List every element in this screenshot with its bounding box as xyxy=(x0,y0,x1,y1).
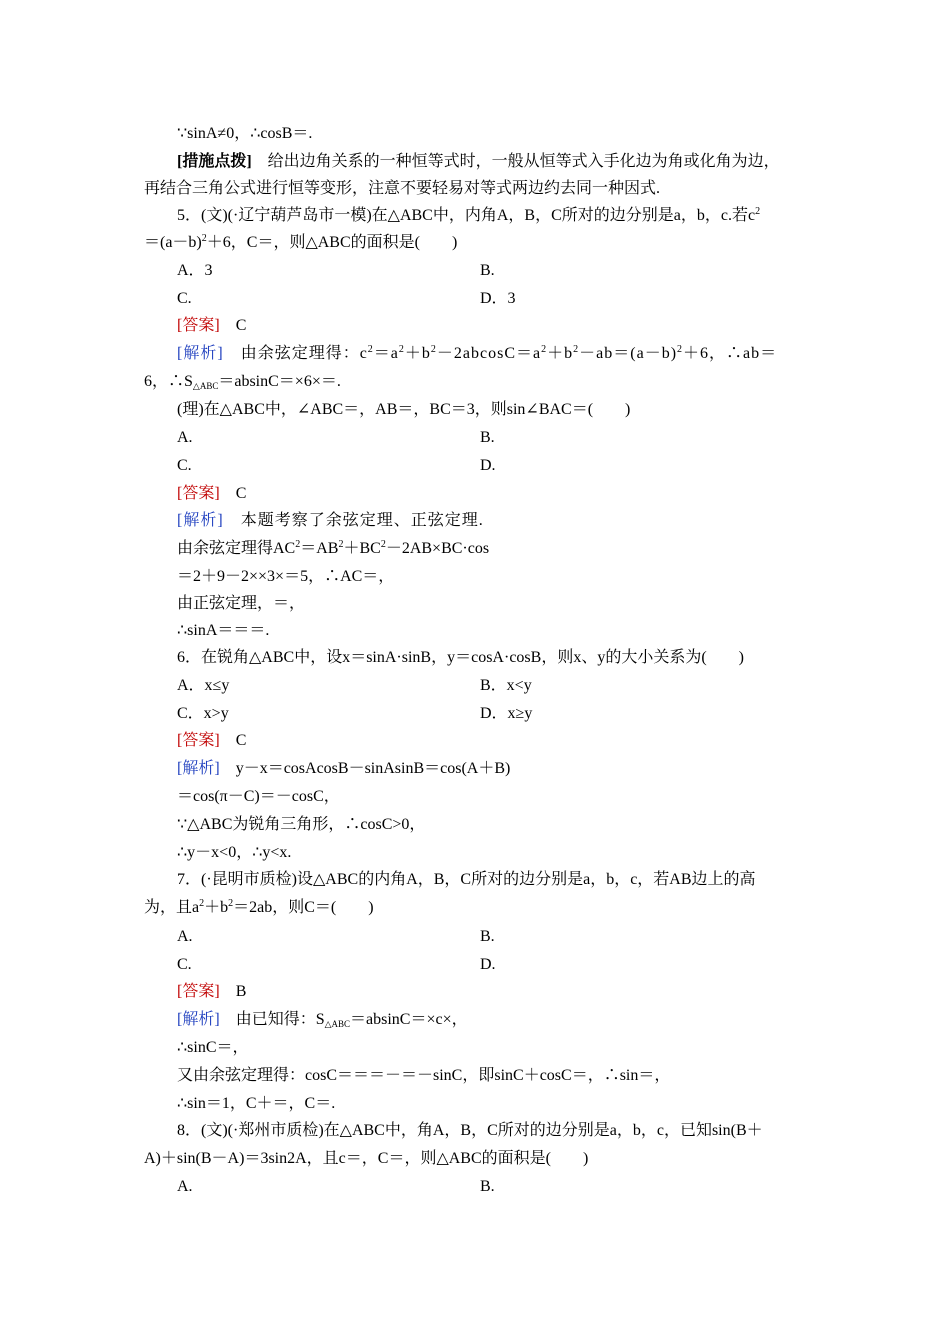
option-b: B. xyxy=(480,262,495,279)
question-6: 6．在锐角△ABC中，设x＝sinA·sinB，y＝cosA·cosB，则x、y的大小关系为( ) xyxy=(177,649,744,666)
option-a: A. xyxy=(177,928,193,945)
text-span: ＋BC xyxy=(343,540,381,557)
text-span: 本题考察了余弦定理、正弦定理. xyxy=(240,512,484,529)
text-line: 又由余弦定理得：cosC＝＝＝－＝－sinC，即sinC＋cosC＝，∴sin＝， xyxy=(177,1067,671,1084)
answer-tag: [答案] xyxy=(177,732,220,749)
answer-line xyxy=(177,982,246,1002)
text-line xyxy=(177,539,489,559)
text-span: ＝2ab，则C＝( ) xyxy=(233,899,374,916)
text-span: ＝a xyxy=(373,345,399,362)
text-line: ＝cos(π－C)＝－cosC， xyxy=(177,788,340,805)
superscript: 2 xyxy=(677,344,684,355)
option-d: D. xyxy=(480,457,496,474)
option-d: D. xyxy=(480,956,496,973)
option-a: A．3 xyxy=(177,262,213,279)
question-5-li: (理)在△ABC中，∠ABC＝，AB＝，BC＝3，则sin∠BAC＝( ) xyxy=(177,401,631,418)
text-line: 再结合三角公式进行恒等变形，注意不要轻易对等式两边约去同一种因式. xyxy=(144,180,661,197)
option-c: C. xyxy=(177,956,192,973)
analysis-tag: [解析] xyxy=(177,512,224,529)
answer-value: B xyxy=(235,983,247,1000)
text-span: ＋b xyxy=(204,899,229,916)
option-c: C. xyxy=(177,290,192,307)
text-span: 5．(文)(·辽宁葫芦岛市一模)在△ABC中，内角A，B，C所对的边分别是a，b，c.若c xyxy=(177,207,756,224)
text-line: A)＋sin(B－A)＝3sin2A，且c＝，C＝，则△ABC的面积是( ) xyxy=(144,1150,589,1167)
text-span: ＝absinC＝×6×＝. xyxy=(218,373,341,390)
superscript: 2 xyxy=(201,233,207,244)
option-c: C．x>y xyxy=(177,705,229,722)
text-line: ∴y－x<0，∴y<x. xyxy=(177,844,292,861)
superscript: 2 xyxy=(573,344,580,355)
text-span: －2abcosC＝a xyxy=(436,345,542,362)
analysis-tag: [解析] xyxy=(177,1011,220,1028)
text-line: 由正弦定理，＝， xyxy=(177,595,306,612)
superscript: 2 xyxy=(541,344,548,355)
superscript: 2 xyxy=(199,898,205,909)
analysis-line xyxy=(177,759,510,779)
option-b: B．x<y xyxy=(480,677,532,694)
answer-line xyxy=(177,316,246,336)
text-span: －2AB×BC·cos xyxy=(385,540,490,557)
answer-line xyxy=(177,484,246,504)
answer-value: C xyxy=(235,317,247,334)
superscript: 2 xyxy=(295,539,301,550)
answer-line xyxy=(177,731,246,751)
option-a: A. xyxy=(177,1178,193,1195)
analysis-line xyxy=(177,344,777,364)
text-span: y－x＝cosAcosB－sinAsinB＝cos(A＋B) xyxy=(235,760,511,777)
text-span: －ab＝(a－b) xyxy=(579,345,678,362)
question-8: 8．(文)(·郑州市质检)在△ABC中，角A，B，C所对的边分别是a，b，c，已知sin(B＋ xyxy=(177,1122,763,1139)
text-line: ∴sin＝1，C＋＝，C＝. xyxy=(177,1095,336,1112)
text-line: ∴sinA＝＝＝. xyxy=(177,622,270,639)
option-b: B. xyxy=(480,928,495,945)
superscript: 2 xyxy=(755,206,761,217)
option-c: C. xyxy=(177,457,192,474)
analysis-line xyxy=(177,511,484,531)
text-span: ＋b xyxy=(547,345,574,362)
subscript: △ABC xyxy=(324,1019,351,1029)
option-b: B. xyxy=(480,1178,495,1195)
analysis-tag: [解析] xyxy=(177,760,220,777)
answer-tag: [答案] xyxy=(177,485,220,502)
superscript: 2 xyxy=(367,344,374,355)
text-line xyxy=(144,372,341,392)
superscript: 2 xyxy=(430,344,437,355)
question-7: 7．(·昆明市质检)设△ABC的内角A，B，C所对的边分别是a，b，c，若AB边上的高 xyxy=(177,871,756,888)
answer-tag: [答案] xyxy=(177,317,220,334)
text-span: ＝absinC＝×c×， xyxy=(350,1011,468,1028)
text-line xyxy=(144,898,374,918)
text-line xyxy=(177,152,780,172)
text-span: 为，且a xyxy=(144,899,200,916)
text-line: ＝2＋9－2××3×＝5，∴AC＝， xyxy=(177,568,395,585)
subscript: △ABC xyxy=(192,381,219,391)
text-line: ∵△ABC为锐角三角形，∴cosC>0， xyxy=(177,816,426,833)
answer-value: C xyxy=(235,485,247,502)
text-span: 6，∴S xyxy=(144,373,193,390)
question-5 xyxy=(177,206,760,226)
text-span: ＋b xyxy=(404,345,431,362)
option-a: A．x≤y xyxy=(177,677,230,694)
text-span: 给出边角关系的一种恒等式时，一般从恒等式入手化边为角或化角为边， xyxy=(251,153,780,170)
text-span: 由余弦定理得：c xyxy=(240,345,368,362)
option-d: D．x≥y xyxy=(480,705,533,722)
text-span: 由余弦定理得AC xyxy=(177,540,296,557)
analysis-tag: [解析] xyxy=(177,345,224,362)
superscript: 2 xyxy=(398,344,405,355)
tip-tag: [措施点拨] xyxy=(177,153,252,170)
text-line: ∵sinA≠0，∴cosB＝. xyxy=(177,125,313,142)
text-line: ∴sinC＝， xyxy=(177,1039,249,1056)
text-span: ＋6，∴ab＝ xyxy=(683,345,778,362)
text-span: 由已知得：S xyxy=(235,1011,325,1028)
option-a: A. xyxy=(177,429,193,446)
superscript: 2 xyxy=(228,898,234,909)
superscript: 2 xyxy=(380,539,386,550)
text-line xyxy=(144,233,457,253)
text-span: ＝(a－b) xyxy=(144,234,202,251)
answer-tag: [答案] xyxy=(177,983,220,1000)
text-span: ＋6，C＝，则△ABC的面积是( ) xyxy=(206,234,458,251)
analysis-line xyxy=(177,1010,468,1030)
option-b: B. xyxy=(480,429,495,446)
answer-value: C xyxy=(235,732,247,749)
superscript: 2 xyxy=(338,539,344,550)
option-d: D．3 xyxy=(480,290,516,307)
text-span: ＝AB xyxy=(300,540,339,557)
